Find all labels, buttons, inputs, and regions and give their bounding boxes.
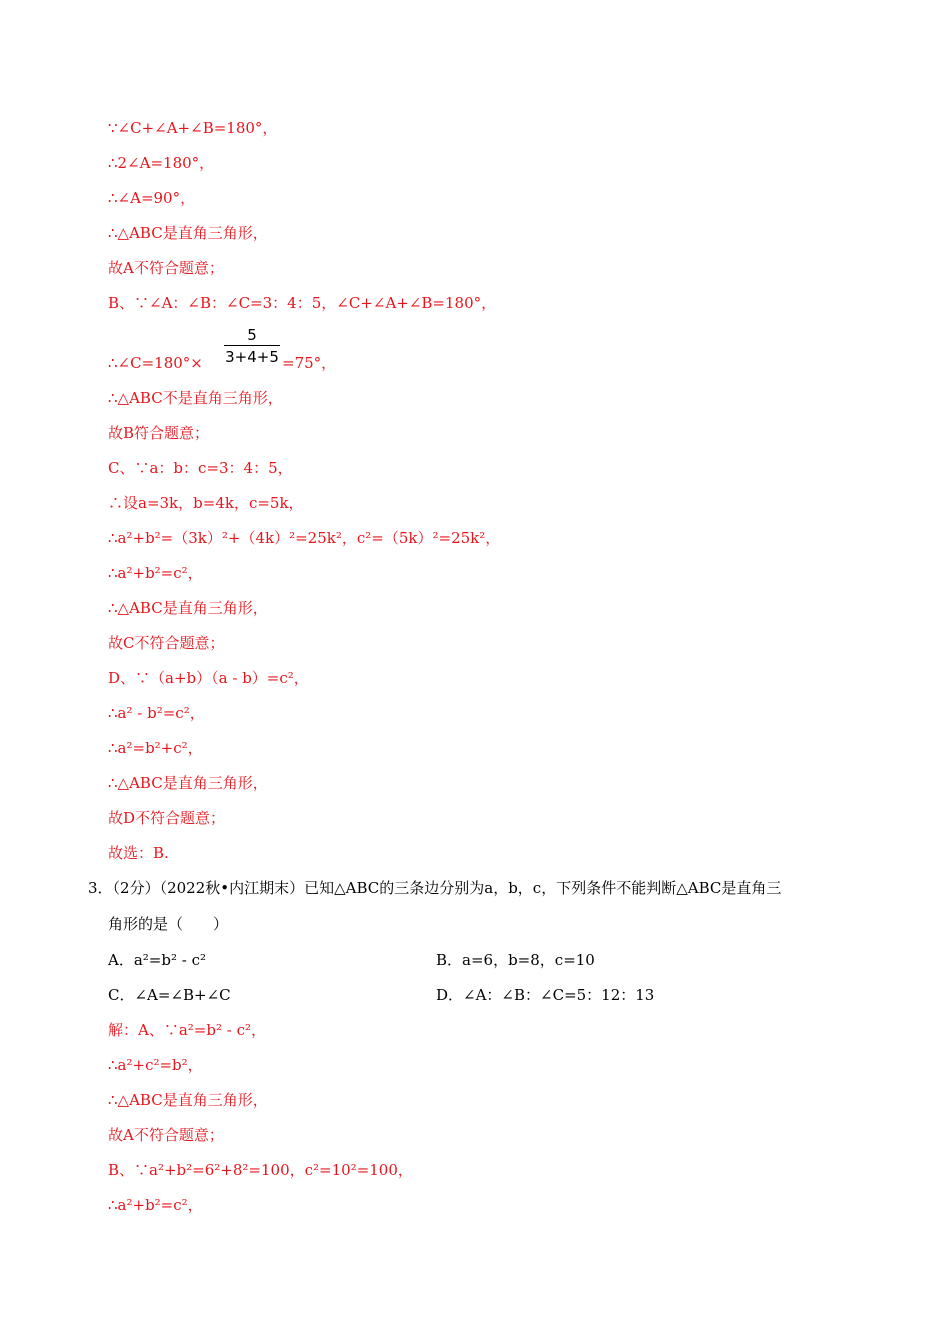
solution-line: D、∵（a+b）（a - b）=c²， bbox=[108, 669, 309, 687]
fraction-denominator: 3+4+5 bbox=[225, 348, 279, 366]
solution-line: ∴a²=b²+c²， bbox=[108, 739, 203, 757]
solution-line: ∴△ABC是直角三角形， bbox=[108, 1091, 268, 1109]
option-d: D．∠A：∠B：∠C=5：12：13 bbox=[436, 986, 655, 1004]
fraction-bar bbox=[224, 345, 280, 346]
solution-line: ∴a²+b²=c²， bbox=[108, 564, 203, 582]
option-c: C．∠A=∠B+∠C bbox=[108, 986, 231, 1004]
solution-line: ∵∠C+∠A+∠B=180°， bbox=[108, 119, 278, 137]
solution-line: 故B符合题意； bbox=[108, 424, 210, 442]
solution-line: 故C不符合题意； bbox=[108, 634, 225, 652]
solution-line: B、∵∠A：∠B：∠C=3：4：5，∠C+∠A+∠B=180°， bbox=[108, 294, 497, 312]
solution-line: ∴△ABC是直角三角形， bbox=[108, 224, 268, 242]
solution-line: ∴a²+c²=b²， bbox=[108, 1056, 203, 1074]
solution-line: ∴设a=3k，b=4k，c=5k， bbox=[108, 494, 304, 512]
fraction-numerator: 5 bbox=[247, 326, 257, 344]
solution-line: ∴a²+b²=c²， bbox=[108, 1196, 203, 1214]
solution-line: 故A不符合题意； bbox=[108, 1126, 224, 1144]
solution-line: 故A不符合题意； bbox=[108, 259, 224, 277]
solution-line: ∴a²+b²=（3k）²+（4k）²=25k²，c²=（5k）²=25k²， bbox=[108, 529, 501, 547]
solution-line-fraction-prefix: ∴∠C=180°× bbox=[108, 354, 203, 372]
solution-line-fraction-suffix: =75°， bbox=[282, 354, 337, 372]
solution-line: ∴△ABC不是直角三角形， bbox=[108, 389, 283, 407]
solution-line: B、∵a²+b²=6²+8²=100，c²=10²=100， bbox=[108, 1161, 413, 1179]
solution-line: ∴2∠A=180°， bbox=[108, 154, 215, 172]
question-3-stem: 3．（2分）（2022秋•内江期末）已知△ABC的三条边分别为a，b，c，下列条件不能判断△ABC是直角三 bbox=[88, 879, 782, 897]
solution-line: 故选：B. bbox=[108, 844, 169, 862]
fraction bbox=[224, 326, 280, 366]
solution-line: 解：A、∵a²=b² - c²， bbox=[108, 1021, 266, 1039]
solution-line: ∴△ABC是直角三角形， bbox=[108, 599, 268, 617]
solution-line: C、∵a：b：c=3：4：5， bbox=[108, 459, 293, 477]
solution-line: 故D不符合题意； bbox=[108, 809, 226, 827]
solution-line: ∴△ABC是直角三角形， bbox=[108, 774, 268, 792]
option-a: A．a²=b² - c² bbox=[108, 951, 206, 969]
solution-line: ∴a² - b²=c²， bbox=[108, 704, 205, 722]
question-3-stem-cont: 角形的是（ ） bbox=[108, 915, 229, 933]
solution-line: ∴∠A=90°， bbox=[108, 189, 196, 207]
option-b: B．a=6，b=8，c=10 bbox=[436, 951, 595, 969]
